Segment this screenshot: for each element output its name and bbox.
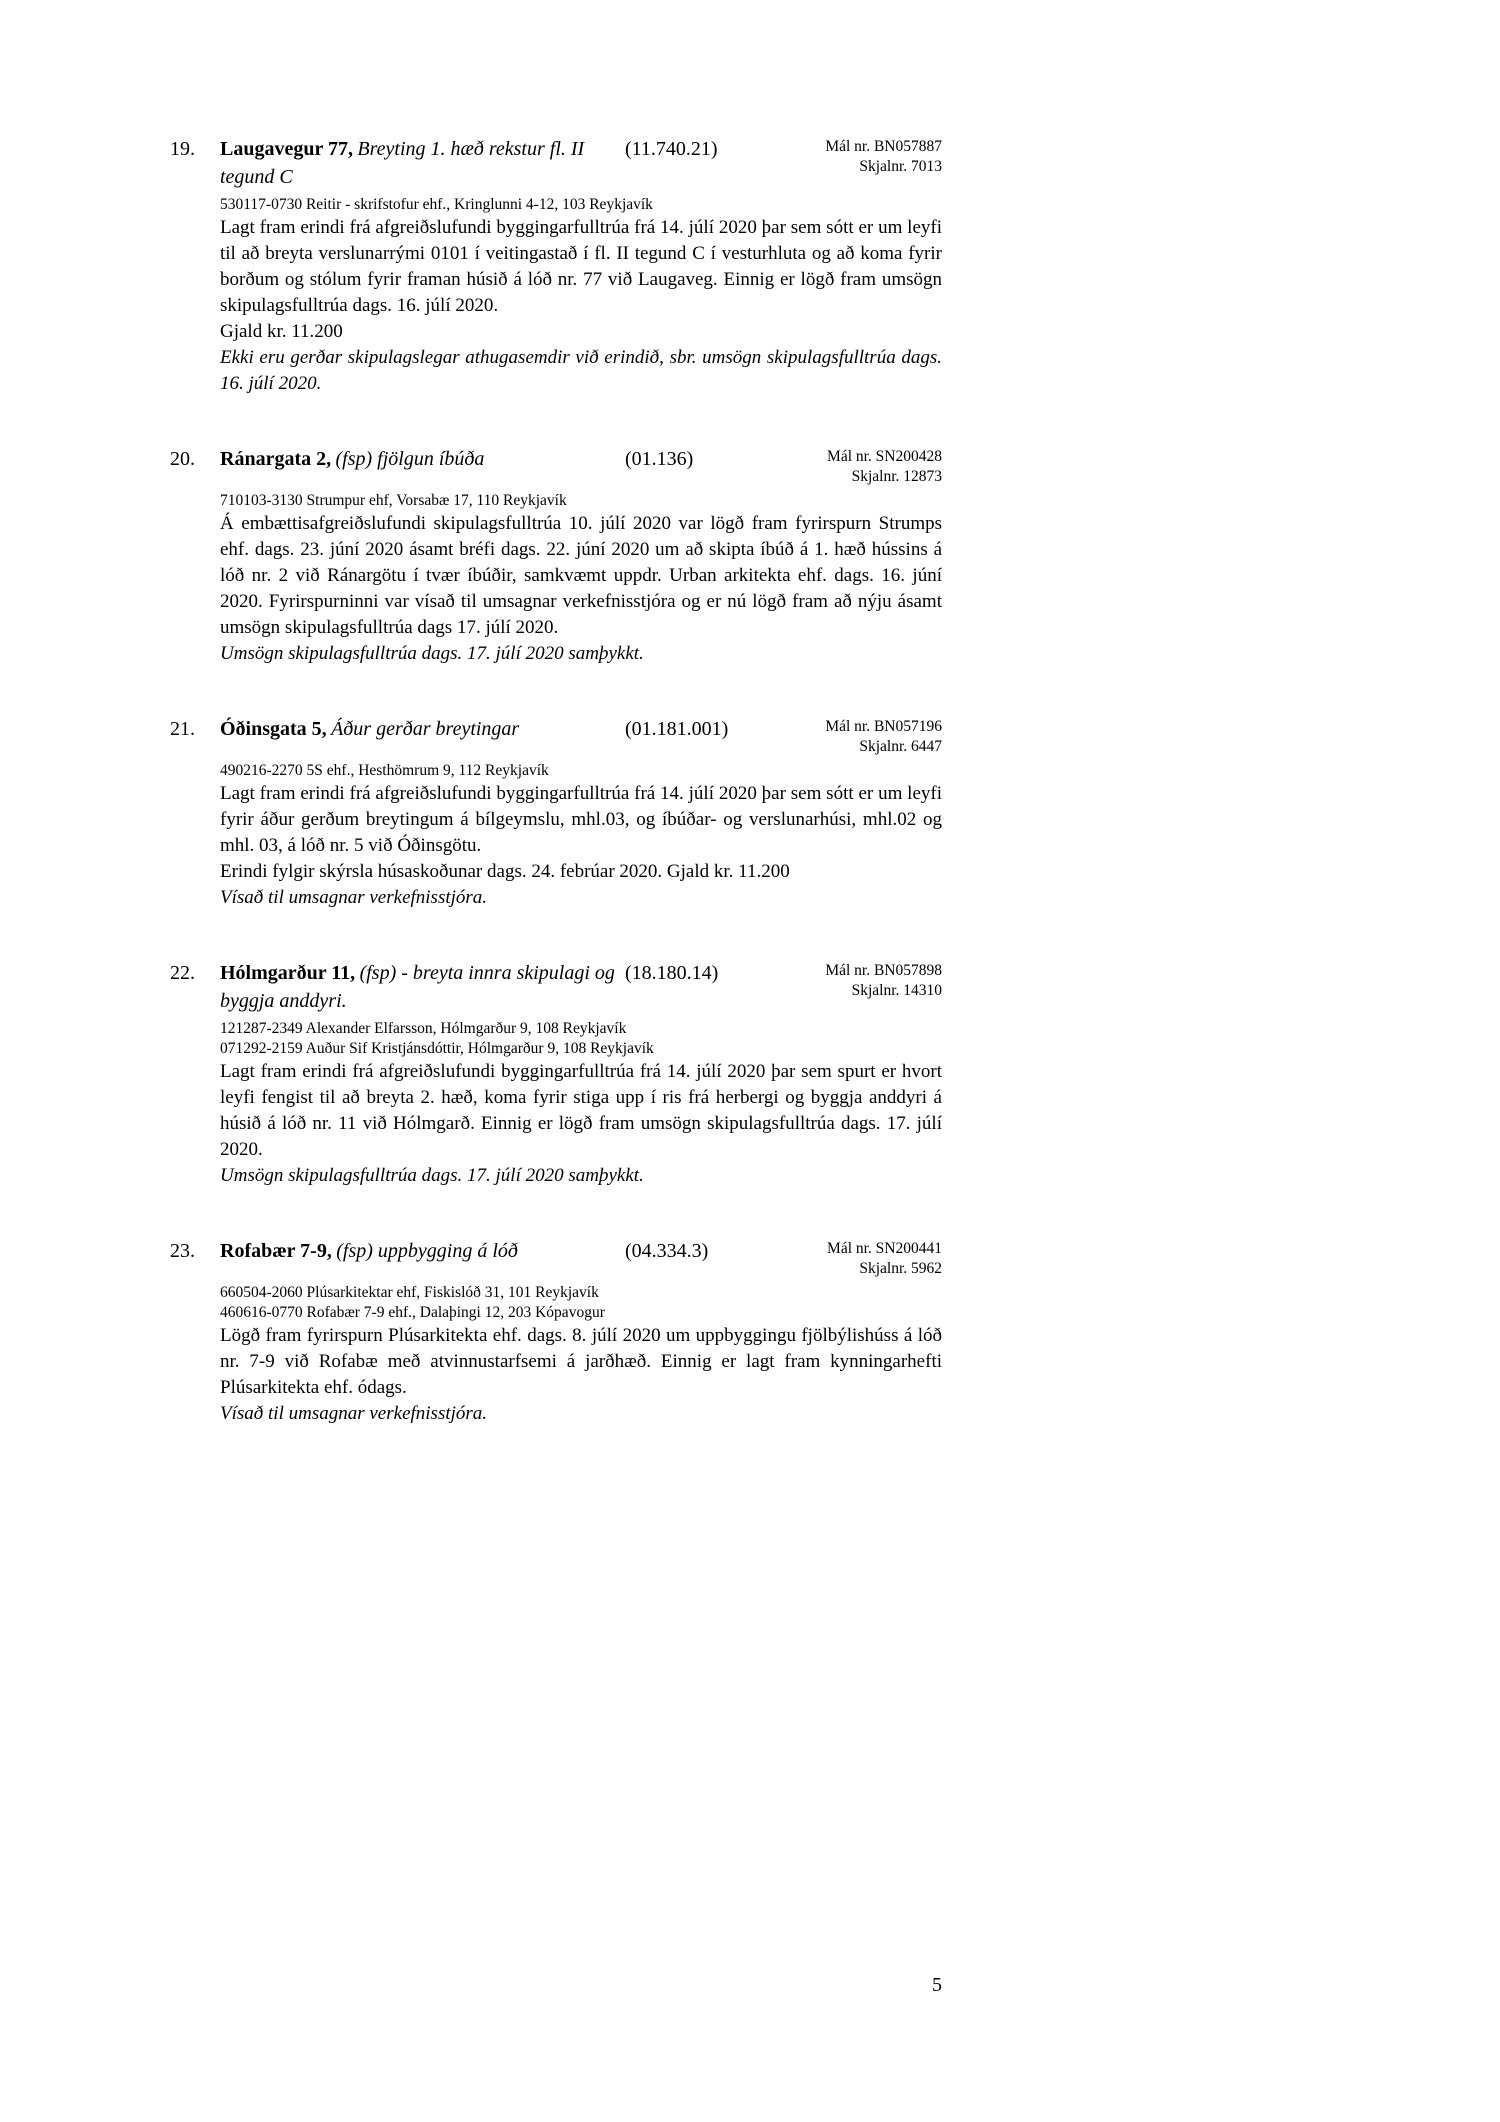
item-subject: (fsp) - breyta innra skipulagi og byggja anddyri. [220,962,615,1012]
item-plan-code: (18.180.14) [625,962,719,984]
item-title [220,1237,625,1265]
item-title [220,715,625,743]
case-number: Mál nr. BN057196 [825,718,942,735]
item-body-paragraph: Erindi fylgir skýrsla húsaskoðunar dags. 24. febrúar 2020. Gjald kr. 11.200 [220,861,790,882]
document-number: Skjalnr. 5962 [859,1260,942,1277]
agenda-item [170,959,942,1189]
owner-line: 530117-0730 Reitir - skrifstofur ehf., Kringlunni 4-12, 103 Reykjavík [220,196,653,213]
owner-line: 121287-2349 Alexander Elfarsson, Hólmgarður 9, 108 Reykjavík [220,1020,627,1037]
item-number: 21. [170,718,195,740]
item-header [170,959,942,1015]
item-subject: Breyting 1. hæð rekstur fl. II tegund C [220,138,585,188]
item-subject: (fsp) uppbygging á lóð [336,1240,518,1262]
item-plan-code: (01.181.001) [625,718,729,740]
case-number: Mál nr. BN057887 [825,138,942,155]
document-number: Skjalnr. 6447 [859,738,942,755]
owner-line: 460616-0770 Rofabær 7-9 ehf., Dalaþingi 12, 203 Kópavogur [220,1304,605,1321]
agenda-item [170,445,942,667]
item-number: 22. [170,962,195,984]
item-subject: (fsp) fjölgun íbúða [335,448,485,470]
item-body-paragraph: Lagt fram erindi frá afgreiðslufundi byggingarfulltrúa frá 14. júlí 2020 þar sem sótt er um leyfi fyrir áður gerðum breytingum á bílgeymslu, mhl.03, og íbúðar- og verslunarhúsi, mhl.02 og mhl. 03, á lóð nr. 5 við Óðinsgötu. [220,783,942,856]
item-header [170,135,942,191]
document-number: Skjalnr. 12873 [851,468,942,485]
item-header [170,445,942,487]
item-title [220,445,625,473]
owner-line: 490216-2270 5S ehf., Hesthömrum 9, 112 Reykjavík [220,762,549,779]
owners-block [220,491,942,511]
item-conclusion: Vísað til umsagnar verkefnisstjóra. [220,1403,488,1424]
document-content [170,135,942,1475]
item-conclusion: Vísað til umsagnar verkefnisstjóra. [220,887,488,908]
item-body-paragraph: Lagt fram erindi frá afgreiðslufundi byggingarfulltrúa frá 14. júlí 2020 þar sem sótt er um leyfi til að breyta verslunarrými 0101 í veitingastað í fl. II tegund C í vesturhluta og að koma fyrir borðum og stólum fyrir framan húsið á lóð nr. 77 við Laugaveg. Einnig er lögð fram umsögn skipulagsfulltrúa dags. 16. júlí 2020. [220,217,942,316]
document-number: Skjalnr. 14310 [851,982,942,999]
item-conclusion: Umsögn skipulagsfulltrúa dags. 17. júlí 2020 samþykkt. [220,1165,644,1186]
item-address: Rofabær 7-9, [220,1240,332,1262]
owners-block [220,1019,942,1059]
agenda-item [170,135,942,397]
item-number: 23. [170,1240,195,1262]
item-number: 19. [170,138,195,160]
item-body-paragraph: Gjald kr. 11.200 [220,321,343,342]
item-body-paragraph: Lögð fram fyrirspurn Plúsarkitekta ehf. dags. 8. júlí 2020 um uppbyggingu fjölbýlishúss á lóð nr. 7-9 við Rofabæ með atvinnustarfsemi á jarðhæð. Einnig er lagt fram kynningarhefti Plúsarkitekta ehf. ódags. [220,1325,942,1398]
item-subject: Áður gerðar breytingar [331,718,520,740]
owner-line: 710103-3130 Strumpur ehf, Vorsabæ 17, 110 Reykjavík [220,492,567,509]
case-number: Mál nr. SN200441 [827,1240,942,1257]
case-number: Mál nr. SN200428 [827,448,942,465]
case-numbers [746,715,942,757]
owner-line: 660504-2060 Plúsarkitektar ehf, Fiskislóð 31, 101 Reykjavík [220,1284,599,1301]
agenda-item [170,715,942,911]
case-numbers [746,135,942,177]
item-address: Ránargata 2, [220,448,332,470]
case-number: Mál nr. BN057898 [825,962,942,979]
item-plan-code: (11.740.21) [625,138,718,160]
item-plan-code: (01.136) [625,448,694,470]
item-body-paragraph: Á embættisafgreiðslufundi skipulagsfulltrúa 10. júlí 2020 var lögð fram fyrirspurn Strumps ehf. dags. 23. júní 2020 ásamt bréfi dags. 22. júní 2020 um að skipta íbúð á 1. hæð hússins á lóð nr. 2 við Ránargötu í tvær íbúðir, samkvæmt uppdr. Urban arkitekta ehf. dags. 16. júní 2020. Fyrirspurninni var vísað til umsagnar verkefnisstjóra og er nú lögð fram að nýju ásamt umsögn skipulagsfulltrúa dags 17. júlí 2020. [220,513,942,638]
owners-block [220,195,942,215]
case-numbers [746,1237,942,1279]
item-header [170,1237,942,1279]
owners-block [220,761,942,781]
case-numbers [746,445,942,487]
owners-block [220,1283,942,1323]
case-numbers [746,959,942,1001]
item-address: Óðinsgata 5, [220,718,327,740]
item-conclusion: Ekki eru gerðar skipulagslegar athugasemdir við erindið, sbr. umsögn skipulagsfulltrúa dags. 16. júlí 2020. [220,347,942,394]
item-title [220,959,625,1015]
item-plan-code: (04.334.3) [625,1240,709,1262]
item-address: Laugavegur 77, [220,138,353,160]
item-conclusion: Umsögn skipulagsfulltrúa dags. 17. júlí 2020 samþykkt. [220,643,644,664]
item-body-paragraph: Lagt fram erindi frá afgreiðslufundi byggingarfulltrúa frá 14. júlí 2020 þar sem spurt er hvort leyfi fengist til að breyta 2. hæð, koma fyrir stiga upp í ris frá herbergi og byggja anddyri á húsið á lóð nr. 11 við Hólmgarð. Einnig er lögð fram umsögn skipulagsfulltrúa dags. 17. júlí 2020. [220,1061,942,1160]
page-number: 5 [932,1974,942,1996]
owner-line: 071292-2159 Auður Sif Kristjánsdóttir, Hólmgarður 9, 108 Reykjavík [220,1040,654,1057]
document-number: Skjalnr. 7013 [859,158,942,175]
agenda-item [170,1237,942,1427]
item-header [170,715,942,757]
item-address: Hólmgarður 11, [220,962,356,984]
item-title [220,135,625,191]
item-number: 20. [170,448,195,470]
